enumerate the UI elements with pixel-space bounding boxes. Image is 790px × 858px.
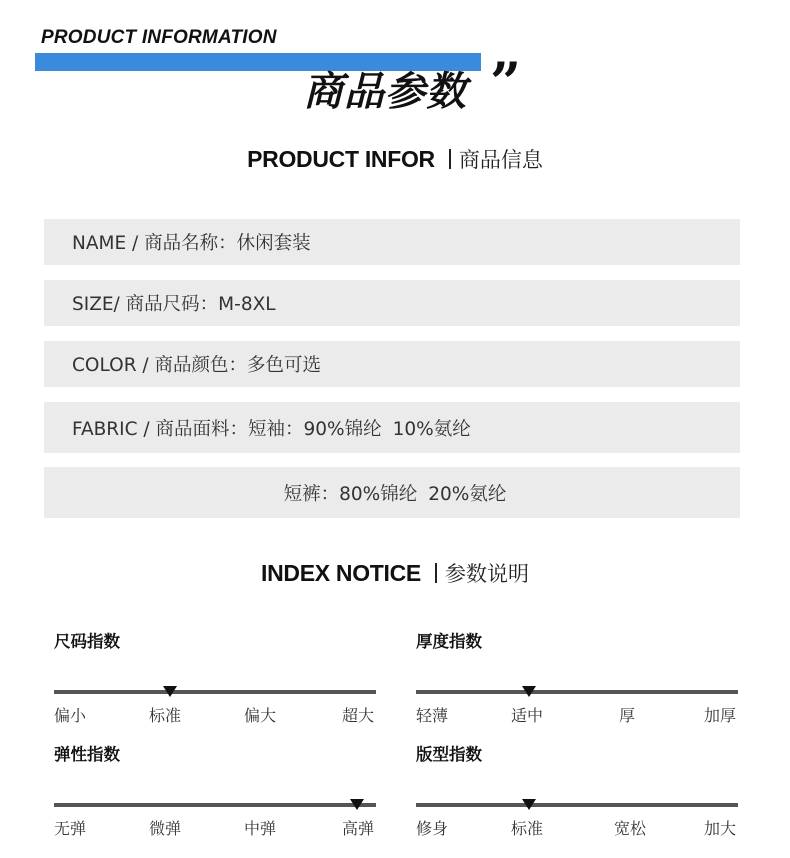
info-row-size bbox=[44, 280, 740, 326]
index-label: 适中 bbox=[511, 706, 544, 725]
info-row-text: 短裤：80%锦纶 bbox=[283, 483, 418, 505]
index-label: 无弹 bbox=[54, 819, 87, 838]
index-label: 偏小 bbox=[54, 706, 87, 725]
index-marker bbox=[163, 686, 177, 697]
index-marker bbox=[350, 799, 364, 810]
index-label: 中弹 bbox=[244, 819, 277, 838]
index-label: 高弹 bbox=[341, 819, 374, 838]
index-label: 超大 bbox=[341, 706, 374, 725]
index-notice-title-en: INDEX NOTICE bbox=[261, 560, 421, 586]
info-row-text-secondary: 20%氨纶 bbox=[428, 483, 507, 505]
product-infor-title-cn: 商品信息 bbox=[458, 148, 543, 172]
index-track bbox=[416, 803, 738, 807]
page-title: 商品参数 bbox=[303, 69, 467, 115]
index-label: 加厚 bbox=[703, 706, 736, 725]
heading-divider bbox=[449, 149, 451, 169]
index-title: 厚度指数 bbox=[416, 632, 482, 651]
product-infor-title-en: PRODUCT INFOR bbox=[247, 146, 435, 172]
index-title: 版型指数 bbox=[416, 745, 482, 764]
index-label: 标准 bbox=[149, 706, 182, 725]
info-row-text: FABRIC / 商品面料：短袖：90%锦纶 bbox=[72, 418, 382, 440]
info-row-text: NAME / 商品名称：休闲套装 bbox=[72, 233, 311, 254]
index-notice-title-cn: 参数说明 bbox=[444, 562, 529, 586]
index-elasticity bbox=[54, 741, 376, 838]
info-row-fabric-shorts bbox=[44, 467, 740, 518]
info-row-text-secondary: 10%氨纶 bbox=[392, 418, 471, 440]
info-row-fabric bbox=[44, 402, 740, 453]
index-size bbox=[54, 628, 376, 725]
index-title: 弹性指数 bbox=[54, 745, 120, 764]
product-infor-heading bbox=[0, 144, 790, 174]
index-label: 修身 bbox=[416, 819, 449, 838]
index-marker bbox=[522, 799, 536, 810]
index-fit bbox=[416, 741, 738, 838]
index-label: 厚 bbox=[619, 706, 636, 725]
index-label: 标准 bbox=[511, 819, 544, 838]
info-row-name bbox=[44, 219, 740, 265]
index-label: 轻薄 bbox=[416, 706, 449, 725]
index-thickness bbox=[416, 628, 738, 725]
index-track bbox=[416, 690, 738, 694]
index-label: 加大 bbox=[703, 819, 736, 838]
index-marker bbox=[522, 686, 536, 697]
index-notice-heading bbox=[0, 558, 790, 588]
index-label: 宽松 bbox=[614, 819, 647, 838]
index-track bbox=[54, 803, 376, 807]
info-row-text: SIZE/ 商品尺码：M-8XL bbox=[72, 294, 276, 315]
index-track bbox=[54, 690, 376, 694]
index-label: 微弹 bbox=[149, 819, 182, 838]
index-label: 偏大 bbox=[244, 706, 277, 725]
info-row-color bbox=[44, 341, 740, 387]
top-label: PRODUCT INFORMATION bbox=[41, 27, 277, 48]
quote-mark-icon: ” bbox=[490, 50, 522, 114]
info-row-text: COLOR / 商品颜色：多色可选 bbox=[72, 355, 322, 376]
index-title: 尺码指数 bbox=[54, 632, 120, 651]
heading-divider bbox=[435, 563, 437, 583]
